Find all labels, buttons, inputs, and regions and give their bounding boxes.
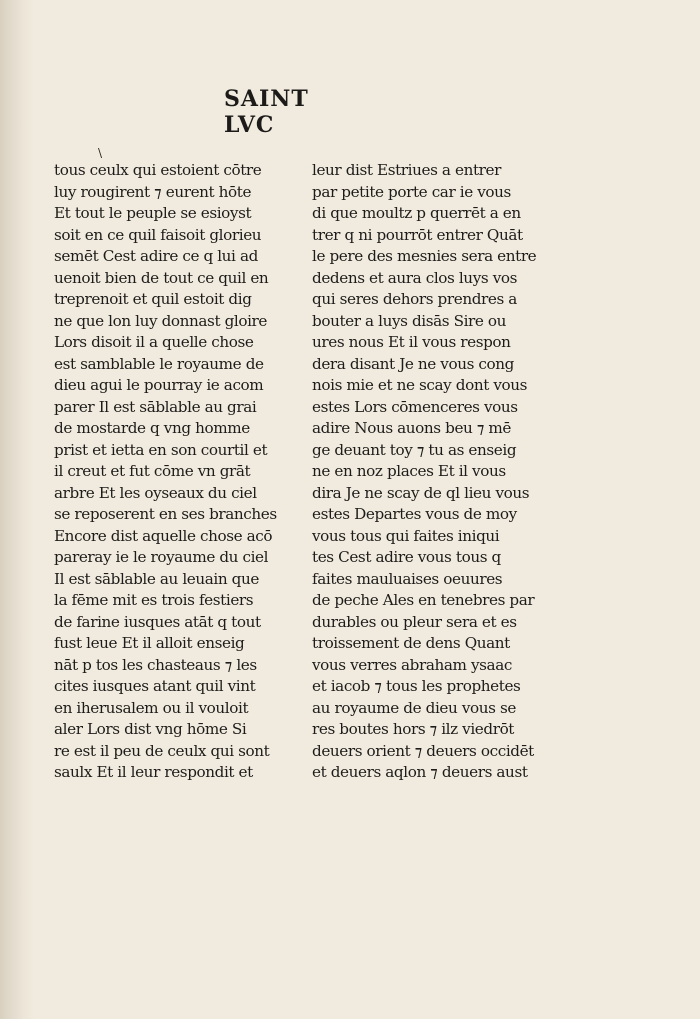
right-text-column [312, 160, 552, 784]
text-line: dera disant Je ne vous cong [312, 354, 514, 373]
text-line: luy rougirent ⁊ eurent hōte [54, 182, 252, 201]
text-line: de farine iusques atāt q tout [54, 612, 261, 631]
text-line: et iacob ⁊ tous les prophetes [312, 677, 521, 695]
text-line: trer q ni pourrōt entrer Quāt [312, 225, 523, 244]
text-line: estes Departes vous de moy [312, 505, 517, 523]
running-head: SAINT LVC [224, 86, 309, 138]
text-line: res boutes hors ⁊ ilz viedrōt [312, 720, 515, 738]
text-line: pareray ie le royaume du ciel [54, 548, 269, 566]
tick-mark: \ [98, 146, 103, 160]
text-line: nāt p tos les chasteaus ⁊ les [54, 655, 257, 674]
text-line: cites iusques atant quil vint [54, 677, 256, 695]
text-line: dira Je ne scay de ql lieu vous [312, 483, 530, 502]
text-line: se reposerent en ses branches [54, 505, 277, 523]
text-line: tous ceulx qui estoient cōtre [54, 161, 262, 179]
text-line: ge deuant toy ⁊ tu as enseig [312, 440, 517, 459]
text-line: en iherusalem ou il vouloit [54, 698, 249, 717]
text-line: estes Lors cōmenceres vous [312, 397, 518, 416]
text-line: la fēme mit es trois festiers [54, 591, 254, 609]
text-line: ures nous Et il vous respon [312, 333, 511, 351]
left-text-column [54, 160, 294, 784]
text-line: Il est sāblable au leuain que [54, 569, 259, 588]
text-line: fust leue Et il alloit enseig [54, 634, 245, 652]
text-line: tes Cest adire vous tous q [312, 548, 501, 566]
text-line: Encore dist aquelle chose acō [54, 526, 273, 545]
text-line: Et tout le peuple se esioyst [54, 204, 252, 222]
text-line: prist et ietta en son courtil et [54, 440, 268, 459]
page-gutter [0, 0, 34, 1019]
text-line: nois mie et ne scay dont vous [312, 376, 528, 394]
text-line: vous verres abraham ysaac [312, 655, 512, 674]
text-line: Lors disoit il a quelle chose [54, 333, 254, 351]
text-line: bouter a luys disās Sire ou [312, 311, 507, 330]
text-line: deuers orient ⁊ deuers occidēt [312, 741, 534, 760]
text-line: soit en ce quil faisoit glorieu [54, 225, 262, 244]
text-line: de peche Ales en tenebres par [312, 591, 535, 609]
text-line: vous tous qui faites iniqui [312, 526, 500, 545]
text-line: de mostarde q vng homme [54, 419, 250, 437]
text-line: re est il peu de ceulx qui sont [54, 741, 270, 760]
text-line: ne en noz places Et il vous [312, 462, 506, 480]
text-line: le pere des mesnies sera entre [312, 247, 537, 265]
text-line: parer Il est sāblable au grai [54, 397, 257, 416]
text-line: treprenoit et quil estoit dig [54, 290, 252, 308]
text-line: adire Nous auons beu ⁊ mē [312, 419, 512, 437]
text-line: par petite porte car ie vous [312, 182, 511, 201]
text-line: qui seres dehors prendres a [312, 290, 517, 308]
text-line: dedens et aura clos luys vos [312, 268, 518, 287]
text-line: uenoit bien de tout ce quil en [54, 268, 269, 287]
text-line: durables ou pleur sera et es [312, 612, 517, 631]
text-line: et deuers aqlon ⁊ deuers aust [312, 763, 528, 781]
text-line: est samblable le royaume de [54, 354, 264, 373]
text-line: ne que lon luy donnast gloire [54, 311, 268, 330]
text-line: saulx Et il leur respondit et [54, 763, 253, 781]
text-line: troissement de dens Quant [312, 634, 510, 652]
text-line: dieu agui le pourray ie acom [54, 376, 264, 394]
text-line: il creut et fut cōme vn grāt [54, 462, 251, 480]
text-line: aler Lors dist vng hōme Si [54, 720, 247, 738]
text-line: arbre Et les oyseaux du ciel [54, 483, 257, 502]
text-line: leur dist Estriues a entrer [312, 161, 501, 179]
text-line: au royaume de dieu vous se [312, 698, 516, 717]
text-line: faites mauluaises oeuures [312, 569, 503, 588]
text-line: di que moultz p querrēt a en [312, 204, 521, 222]
text-line: semēt Cest adire ce q lui ad [54, 247, 258, 265]
